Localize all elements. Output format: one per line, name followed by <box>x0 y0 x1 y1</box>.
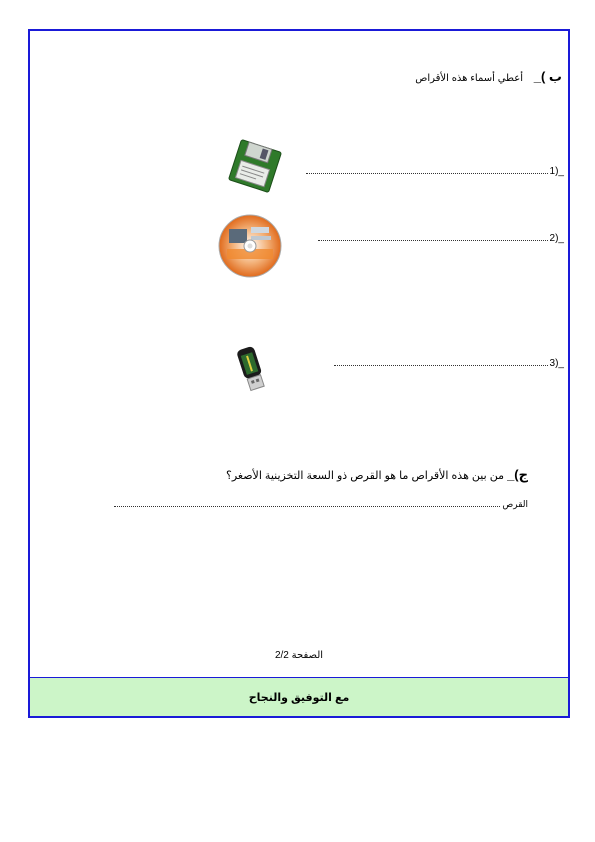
usb-flash-drive-icon <box>230 343 274 398</box>
section-c-text: من بين هذه الأقراص ما هو القرص ذو السعة التخزينية الأصغر؟ <box>225 470 504 482</box>
section-b-prompt: أعطي أسماء هذه الأقراص <box>415 73 523 84</box>
dotted-line-3[interactable] <box>334 357 548 366</box>
worksheet-frame <box>28 29 570 718</box>
section-c-question <box>226 467 528 483</box>
answer-line-3 <box>334 357 564 369</box>
dotted-line-1[interactable] <box>306 165 548 174</box>
footer-text: مع التوفيق والنجاح <box>248 691 350 704</box>
answer-line-2 <box>318 232 564 244</box>
section-c-label: ج)_ <box>507 467 528 482</box>
answer-line-1 <box>306 165 564 177</box>
dotted-line-2[interactable] <box>318 232 548 241</box>
item-2-number: _(2 <box>549 233 564 244</box>
floppy-disk-icon <box>226 139 284 198</box>
answer-prefix: القرص <box>502 499 528 509</box>
section-b-heading <box>415 69 562 85</box>
footer-banner <box>30 677 568 716</box>
section-b-label: ب )_ <box>533 69 562 84</box>
page-number: الصفحة 2/2 <box>274 650 324 661</box>
item-3-number: _(3 <box>549 358 564 369</box>
cd-disc-icon <box>217 213 283 284</box>
dotted-line-answer[interactable] <box>114 498 500 507</box>
section-c-answer-line <box>114 498 528 510</box>
item-1-number: _(1 <box>549 166 564 177</box>
